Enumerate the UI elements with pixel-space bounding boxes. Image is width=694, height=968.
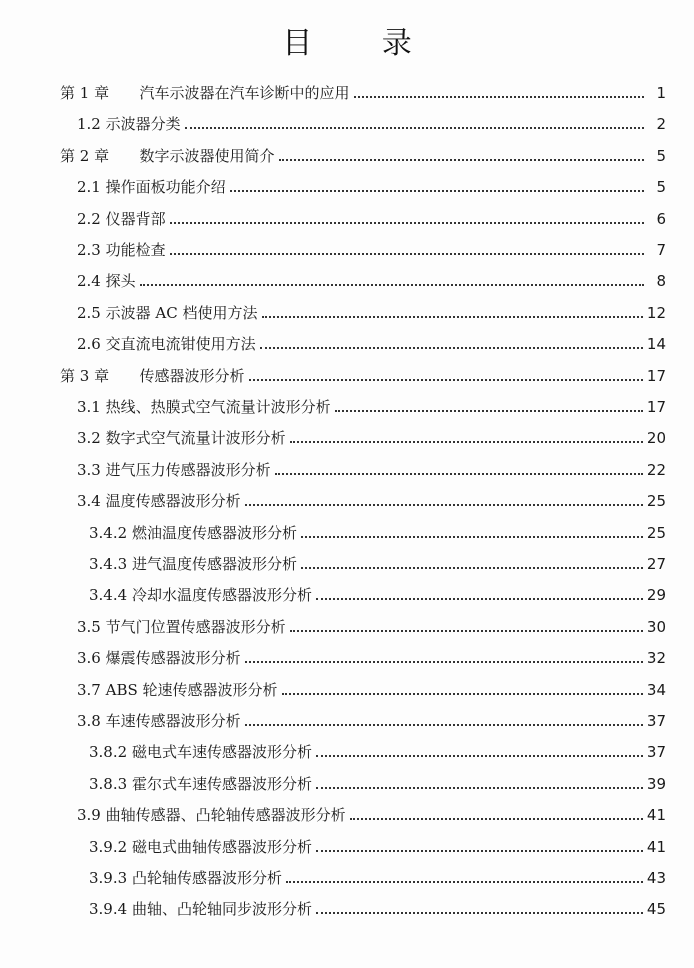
dot-leader [140,283,644,286]
toc-section-entry[interactable] [77,270,666,292]
toc-entry-number: 3.4.4 [89,586,128,605]
toc-entry-title: 进气温度传感器波形分析 [131,555,297,573]
toc-page-number: 17 [646,398,666,416]
toc-entry-number: 3.4.2 [89,523,128,542]
toc-entry-number: 3.8.2 [89,743,128,762]
dot-leader [354,95,644,98]
toc-page-number: 43 [646,869,666,887]
toc-section-entry[interactable] [77,679,666,701]
toc-page-number: 12 [646,303,666,322]
toc-section-entry[interactable] [77,490,666,512]
toc-entry-title: 车速传感器波形分析 [105,712,241,730]
toc-entry-number: 第 3 章 [60,366,110,385]
toc-entry-title: 热线、热膜式空气流量计波形分析 [105,398,331,416]
dot-leader [245,503,643,506]
toc-entry-title: 曲轴传感器、凸轮轴传感器波形分析 [105,806,346,825]
dot-leader [275,472,643,475]
toc-section-entry[interactable] [89,553,666,575]
toc-page-number: 1 [656,84,666,102]
dot-leader [262,315,643,318]
toc-section-entry[interactable] [77,333,666,355]
toc-entry-title: 磁电式曲轴传感器波形分析 [131,837,312,856]
toc-section-entry[interactable] [89,584,666,606]
toc-page-number: 25 [646,523,666,542]
toc-section-entry[interactable] [77,176,666,198]
toc-section-entry[interactable] [89,898,666,920]
toc-entry-number: 2.5 [77,303,101,322]
toc-section-entry[interactable] [89,836,666,858]
toc-entry-number: 3.3 [77,460,101,479]
toc-section-entry[interactable] [77,113,666,135]
toc-section-entry[interactable] [77,459,666,481]
toc-entry-title: 探头 [105,272,136,291]
toc-entry-number: 3.9.4 [89,900,128,919]
toc-entry-title: 燃油温度传感器波形分析 [131,523,297,542]
toc-entry-number: 2.4 [77,272,101,291]
dot-leader [279,158,644,161]
toc-entry-number: 3.4 [77,492,101,511]
toc-page-number: 7 [656,241,666,259]
toc-page-number: 5 [656,178,666,197]
toc-section-entry[interactable] [77,427,666,449]
toc-entry-title: 仪器背部 [105,209,166,228]
toc-entry-number: 第 2 章 [60,146,110,165]
toc-entry-title: 数字式空气流量计波形分析 [105,429,286,448]
toc-section-entry[interactable] [77,208,666,230]
dot-leader [290,440,643,443]
toc-entry-title: 冷却水温度传感器波形分析 [131,586,312,605]
dot-leader [245,660,643,663]
toc-entry-title: 进气压力传感器波形分析 [105,460,271,479]
dot-leader [316,597,643,600]
toc-section-entry[interactable] [77,302,666,324]
toc-entry-title: 数字示波器使用简介 [139,146,275,165]
toc-page-number: 6 [656,209,666,228]
toc-entry-number: 3.9.2 [89,837,128,856]
toc-entry-number: 2.2 [77,209,101,228]
dot-leader [245,723,643,726]
toc-entry-number: 3.9.3 [89,869,128,887]
toc-page-number: 30 [646,617,666,636]
toc-section-entry[interactable] [77,239,666,261]
toc-entry-title: 示波器 AC 档使用方法 [105,303,258,322]
dot-leader [230,189,644,192]
toc-chapter-entry[interactable] [60,145,666,167]
toc-chapter-entry[interactable] [60,82,666,104]
toc-entry-title: 温度传感器波形分析 [105,492,241,511]
toc-entry-title: 霍尔式车速传感器波形分析 [131,774,312,793]
toc-entry-number: 3.6 [77,649,101,668]
toc-entry-title: 汽车示波器在汽车诊断中的应用 [139,84,350,102]
toc-entry-number: 3.9 [77,806,101,825]
toc-entry-title: 凸轮轴传感器波形分析 [131,869,282,887]
toc-entry-title: 操作面板功能介绍 [105,178,226,197]
dot-leader [282,692,643,695]
dot-leader [286,880,643,883]
toc-entry-number: 3.8 [77,712,101,730]
toc-page-number: 27 [646,555,666,573]
toc-section-entry[interactable] [89,741,666,763]
toc-section-entry[interactable] [77,616,666,638]
toc-entry-number: 2.3 [77,241,101,259]
dot-leader [335,409,643,412]
toc-page-number: 20 [646,429,666,448]
toc-section-entry[interactable] [77,396,666,418]
toc-page-number: 22 [646,460,666,479]
toc-section-entry[interactable] [89,522,666,544]
toc-entry-number: 2.6 [77,335,101,354]
dot-leader [301,535,643,538]
toc-section-entry[interactable] [89,867,666,889]
toc-page-number: 29 [646,586,666,605]
dot-leader [316,849,643,852]
toc-entry-title: 磁电式车速传感器波形分析 [131,743,312,762]
toc-section-entry[interactable] [77,647,666,669]
toc-entry-title: 示波器分类 [105,115,181,134]
toc-entry-title: 交直流电流钳使用方法 [105,335,256,354]
toc-entry-number: 2.1 [77,178,101,197]
toc-page-number: 37 [646,712,666,730]
toc-entry-number: 1.2 [77,115,101,134]
dot-leader [301,566,643,569]
toc-page-number: 39 [646,774,666,793]
toc-entry-title: ABS 轮速传感器波形分析 [105,680,278,699]
toc-section-entry[interactable] [89,773,666,795]
page-title: 目 录 [282,26,442,61]
toc-entry-number: 3.5 [77,617,101,636]
dot-leader [290,629,643,632]
toc-entry-title: 传感器波形分析 [139,366,245,385]
toc-entry-title: 爆震传感器波形分析 [105,649,241,668]
toc-page-number: 17 [646,366,666,385]
dot-leader [316,786,643,789]
dot-leader [316,911,643,914]
toc-page-number: 32 [646,649,666,668]
toc-page-number: 37 [646,743,666,762]
toc-page-number: 2 [656,115,666,134]
toc-entry-number: 3.7 [77,680,101,699]
toc-entry-number: 3.2 [77,429,101,448]
toc-entry-title: 节气门位置传感器波形分析 [105,617,286,636]
dot-leader [316,754,643,757]
toc-section-entry[interactable] [77,804,666,826]
toc-page-number: 41 [646,837,666,856]
toc-page-number: 5 [656,146,666,165]
dot-leader [185,126,644,129]
toc-page-number: 8 [656,272,666,291]
toc-page-number: 25 [646,492,666,511]
toc-page-number: 41 [646,806,666,825]
toc-entry-number: 3.4.3 [89,555,128,573]
toc-page-number: 34 [646,680,666,699]
toc-chapter-entry[interactable] [60,365,666,387]
dot-leader [249,378,643,381]
toc-page-number: 14 [646,335,666,354]
toc-entry-number: 第 1 章 [60,84,110,102]
dot-leader [170,221,644,224]
toc-page-number: 45 [646,900,666,919]
dot-leader [350,817,643,820]
toc-entry-title: 曲轴、凸轮轴同步波形分析 [131,900,312,919]
toc-section-entry[interactable] [77,710,666,732]
dot-leader [260,346,643,349]
dot-leader [170,252,644,255]
toc-entry-number: 3.8.3 [89,774,128,793]
toc-entry-number: 3.1 [77,398,101,416]
toc-entry-title: 功能检查 [105,241,166,259]
